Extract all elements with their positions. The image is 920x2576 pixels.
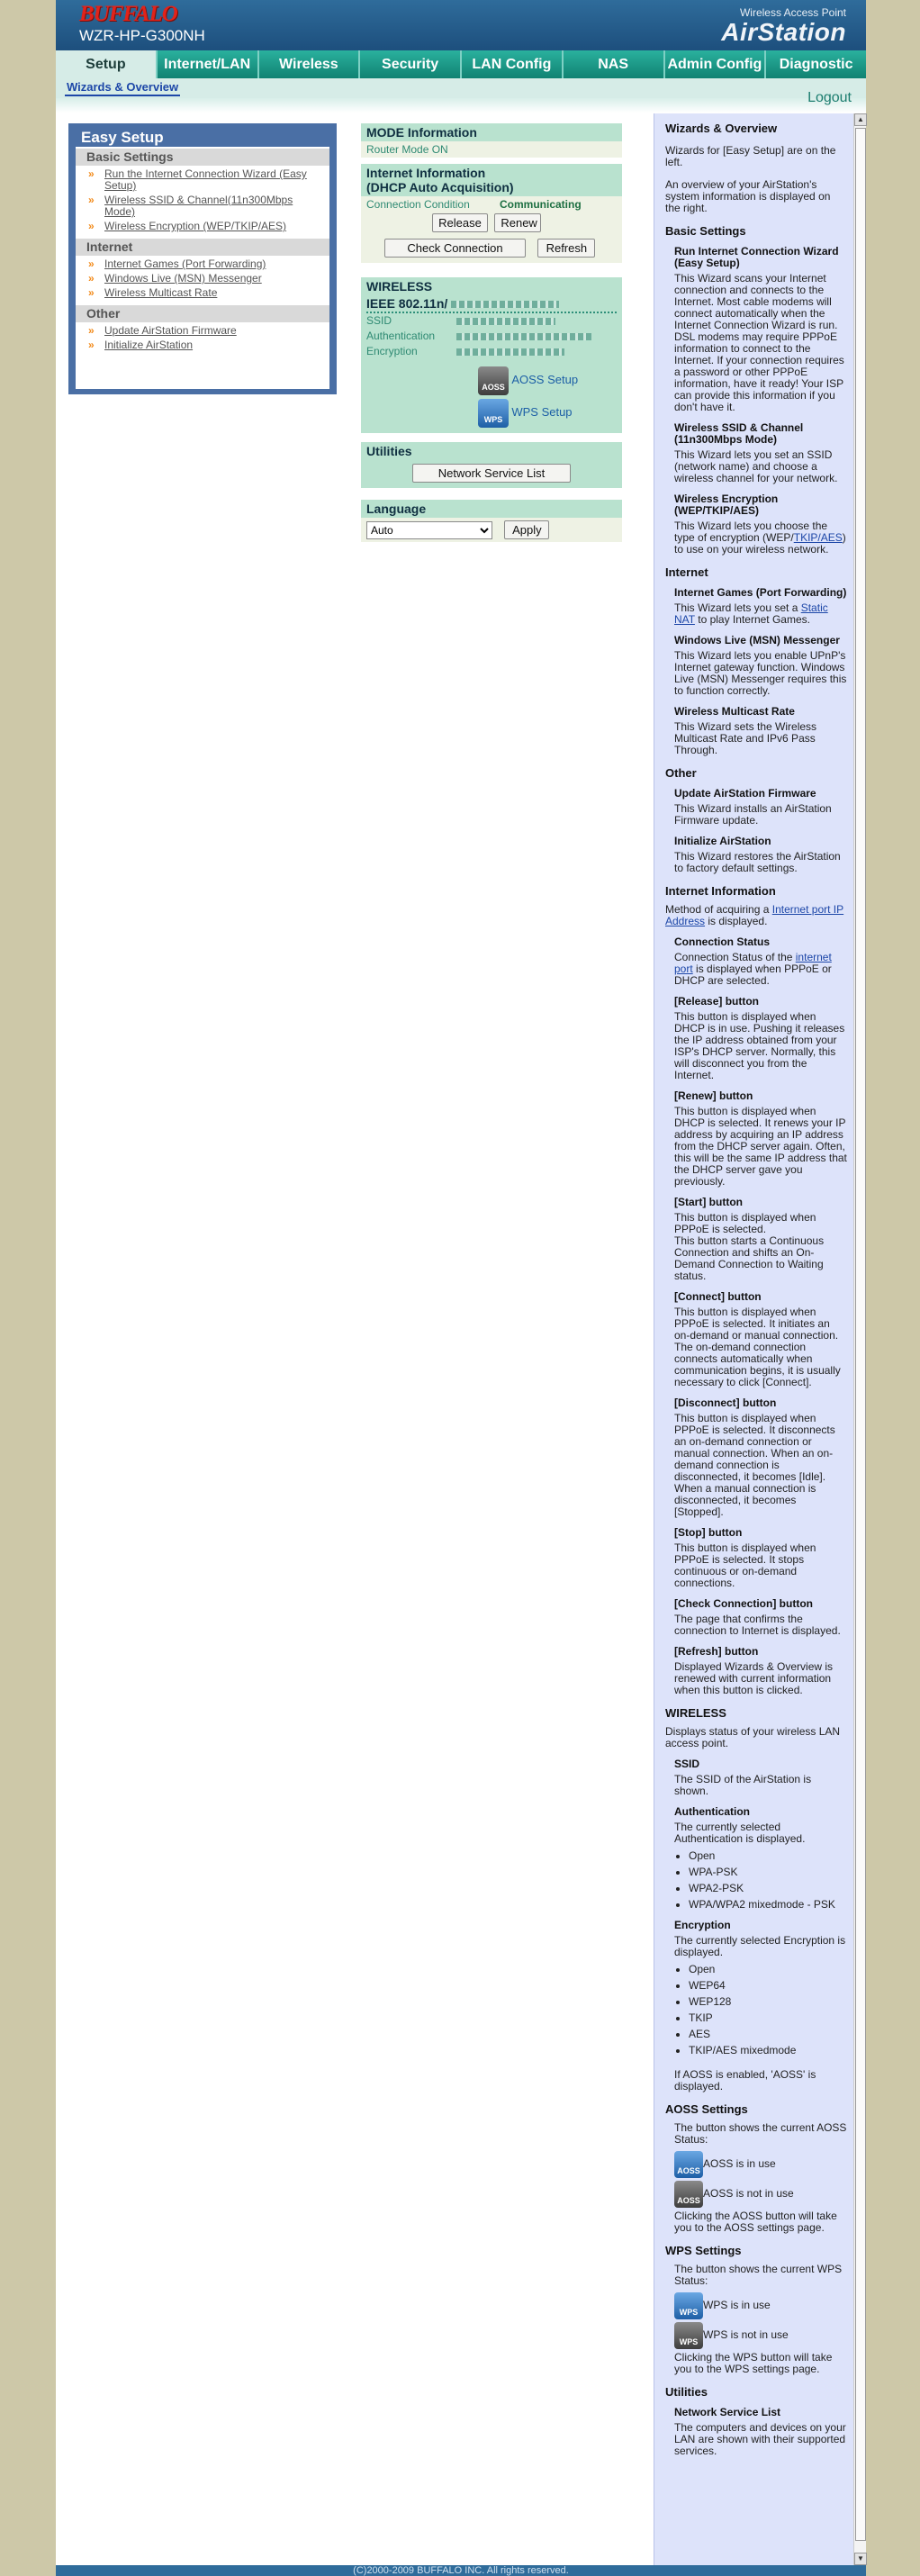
help-subtitle: Windows Live (MSN) Messenger xyxy=(674,634,840,646)
list-item: • AES xyxy=(689,2029,848,2040)
aoss-not-in-use-row xyxy=(674,2181,848,2208)
aoss-setup-link[interactable]: AOSS Setup xyxy=(511,373,579,387)
help-text: This Wizard lets you set an SSID (network name) and choose a wireless channel for your network. xyxy=(674,448,838,484)
network-service-list-button[interactable]: Network Service List xyxy=(412,464,571,483)
list-item: • WPA2-PSK xyxy=(689,1883,848,1894)
help-text-cs xyxy=(674,952,848,987)
help-text: Displays status of your wireless LAN access point. xyxy=(665,1725,841,1749)
list-item: • Open xyxy=(689,1964,848,1975)
double-arrow-icon: » xyxy=(88,324,95,337)
help-subtitle: Wireless SSID & Channel (11n300Mbps Mode) xyxy=(674,421,804,446)
help-link-internet-port-ip[interactable]: Internet port IP Address xyxy=(665,903,844,927)
logout-bar xyxy=(56,98,866,113)
double-arrow-icon: » xyxy=(88,272,95,285)
link-wireless-encryption[interactable]: Wireless Encryption (WEP/TKIP/AES) xyxy=(104,220,287,232)
subnav-wizards-overview[interactable]: Wizards & Overview xyxy=(65,80,180,96)
help-text: This Wizard installs an AirStation Firmware update. xyxy=(674,802,832,827)
wps-not-in-use-row xyxy=(674,2322,848,2349)
double-arrow-icon: » xyxy=(88,286,95,299)
utilities-body xyxy=(361,460,622,488)
masked-enc xyxy=(456,348,564,356)
list-item xyxy=(76,325,329,339)
link-internet-wizard[interactable]: Run the Internet Connection Wizard (Easy Setup) xyxy=(104,167,307,192)
enc-row xyxy=(366,344,617,359)
list-item xyxy=(76,339,329,354)
aoss-in-use-row xyxy=(674,2151,848,2178)
tab-wireless-config[interactable]: Wireless xyxy=(259,50,361,78)
help-text: If AOSS is enabled, 'AOSS' is displayed. xyxy=(674,2068,816,2092)
link-wireless-ssid[interactable]: Wireless SSID & Channel(11n300Mbps Mode) xyxy=(104,194,293,218)
help-subtitle: Network Service List xyxy=(674,2406,781,2418)
help-text: Wizards for [Easy Setup] are on the left. xyxy=(665,144,836,168)
page-frame xyxy=(56,0,866,2576)
help-text: AOSS is in use xyxy=(703,2157,776,2171)
help-text-enc xyxy=(674,520,848,556)
help-link-static-nat[interactable]: Static NAT xyxy=(674,601,828,626)
mode-panel xyxy=(361,123,622,158)
help-text: ) to use on your wireless network. xyxy=(674,531,846,556)
link-initialize[interactable]: Initialize AirStation xyxy=(104,339,194,351)
double-arrow-icon: » xyxy=(88,220,95,232)
wireless-body xyxy=(361,295,622,433)
help-section: Internet Information xyxy=(665,884,776,898)
internet-title xyxy=(361,164,622,196)
help-text: This Wizard scans your Internet connection and connects to the Internet. Most cable modems will connect automatically when the Internet Connection Wizard is run. DSL modems may require PPPoE information to connect to the Internet. If your connection requires a password or other PPPoE information, have it ready! Your ISP can provide this information if you don't have it. xyxy=(674,272,844,413)
help-text: The currently selected Encryption is displayed. xyxy=(674,1934,846,1958)
aoss-off-icon: AOSS xyxy=(674,2181,703,2208)
help-subtitle: Run Internet Connection Wizard (Easy Setup) xyxy=(674,245,839,269)
help-text: Connection Status of the xyxy=(674,951,796,963)
mode-value: Router Mode ON xyxy=(361,141,622,158)
help-subtitle: Wireless Encryption (WEP/TKIP/AES) xyxy=(674,493,779,517)
utilities-panel xyxy=(361,442,622,488)
help-text: is displayed. xyxy=(705,915,768,927)
list-item xyxy=(76,194,329,221)
model-name: WZR-HP-G300NH xyxy=(79,27,205,44)
help-link-tkip-aes[interactable]: TKIP/AES xyxy=(793,531,843,544)
scroll-down-icon[interactable]: ▼ xyxy=(854,2553,867,2565)
wireless-standard-row xyxy=(366,295,617,313)
help-text-ii xyxy=(665,904,848,927)
wireless-panel xyxy=(361,277,622,433)
double-arrow-icon: » xyxy=(88,194,95,206)
help-text: WPS is not in use xyxy=(703,2328,789,2342)
help-title: Wizards & Overview xyxy=(665,122,778,135)
internet-title-line1: Internet Information xyxy=(366,166,486,180)
enc-label: Encryption xyxy=(366,345,418,357)
double-arrow-icon: » xyxy=(88,167,95,180)
help-section: Utilities xyxy=(665,2385,708,2399)
list-item xyxy=(76,221,329,235)
list-item xyxy=(76,287,329,302)
internet-panel xyxy=(361,164,622,263)
tab-diagnostic[interactable]: Diagnostic xyxy=(766,50,866,78)
wps-icon[interactable]: WPS xyxy=(478,399,509,428)
scroll-thumb[interactable] xyxy=(855,128,866,2541)
help-panel xyxy=(654,113,853,2565)
ssid-row xyxy=(366,313,617,329)
help-text: This Wizard sets the Wireless Multicast Rate and IPv6 Pass Through. xyxy=(674,720,817,756)
tab-admin-config[interactable]: Admin Config xyxy=(665,50,767,78)
link-update-firmware[interactable]: Update AirStation Firmware xyxy=(104,324,237,337)
utilities-title: Utilities xyxy=(361,442,622,460)
help-subtitle: [Check Connection] button xyxy=(674,1597,813,1610)
help-text: Method of acquiring a xyxy=(665,903,772,916)
help-text: This button is displayed when PPPoE is selected. It stops continuous or on-demand connections. xyxy=(674,1541,816,1589)
help-subtitle: Authentication xyxy=(674,1805,750,1818)
help-section: WPS Settings xyxy=(665,2244,742,2257)
masked-ssid xyxy=(456,318,555,325)
help-section: Basic Settings xyxy=(665,224,746,238)
tab-internet-lan[interactable]: Internet/LAN xyxy=(158,50,259,78)
help-subtitle: [Refresh] button xyxy=(674,1645,759,1658)
help-subtitle: [Disconnect] button xyxy=(674,1396,777,1409)
section-basic-settings: Basic Settings xyxy=(76,149,329,166)
help-subtitle: [Stop] button xyxy=(674,1526,743,1539)
help-text: This Wizard lets you set a xyxy=(674,601,801,614)
masked-value xyxy=(451,301,559,308)
help-section: Other xyxy=(665,766,697,780)
auth-label: Authentication xyxy=(366,330,436,342)
list-item xyxy=(76,258,329,273)
main-nav xyxy=(56,50,866,78)
list-item: • WPA/WPA2 mixedmode - PSK xyxy=(689,1899,848,1911)
wireless-title: WIRELESS xyxy=(361,277,622,295)
help-text: to play Internet Games. xyxy=(694,613,810,626)
help-subtitle: Encryption xyxy=(674,1919,731,1931)
aoss-icon[interactable]: AOSS xyxy=(478,366,509,395)
logout-link[interactable]: Logout xyxy=(807,90,852,105)
ssid-label: SSID xyxy=(366,314,392,327)
help-text: This button is displayed when PPPoE is selected. It initiates an on-demand or manual connection. The on-demand connection connects automatically when communication begins, it is usually necessary to click [Connect]. xyxy=(674,1306,841,1388)
help-text: This button is displayed when DHCP is selected. It renews your IP address by acquiring an IP address from the DHCP server again. Often, this will be the same IP address that the DHCP server gave you previously. xyxy=(674,1105,847,1188)
help-text: Clicking the WPS button will take you to the WPS settings page. xyxy=(674,2351,833,2375)
tab-nas[interactable]: NAS xyxy=(564,50,665,78)
help-subtitle: Connection Status xyxy=(674,935,771,948)
help-text: An overview of your AirStation's system information is displayed on the right. xyxy=(665,178,831,214)
auth-row xyxy=(366,329,617,344)
help-scrollbar[interactable] xyxy=(853,113,866,2565)
help-subtitle: SSID xyxy=(674,1758,700,1770)
help-subtitle: Wireless Multicast Rate xyxy=(674,705,795,718)
aoss-row[interactable] xyxy=(478,366,617,395)
mode-title: MODE Information xyxy=(361,123,622,141)
aoss-on-icon: AOSS xyxy=(674,2151,703,2178)
internet-title-line2: (DHCP Auto Acquisition) xyxy=(366,180,514,194)
help-subtitle: [Renew] button xyxy=(674,1089,753,1102)
wireless-info xyxy=(366,313,617,359)
help-subtitle: Initialize AirStation xyxy=(674,835,771,847)
subnav xyxy=(56,78,866,98)
wps-off-icon: WPS xyxy=(674,2322,703,2349)
help-subtitle: [Release] button xyxy=(674,995,760,1008)
product-name: AirStation xyxy=(721,18,846,46)
easy-setup-panel xyxy=(68,123,337,394)
help-text: The SSID of the AirStation is shown. xyxy=(674,1773,812,1797)
help-text: This button is displayed when PPPoE is selected. xyxy=(674,1211,816,1235)
help-subtitle: Internet Games (Port Forwarding) xyxy=(674,586,847,599)
help-text: The computers and devices on your LAN are shown with their supported services. xyxy=(674,2421,846,2457)
renew-button[interactable]: Renew xyxy=(494,213,541,232)
help-text: This Wizard lets you enable UPnP's Internet gateway function. Windows Live (MSN) Messenger requires this to function correctly. xyxy=(674,649,847,697)
list-item: • TKIP xyxy=(689,2012,848,2024)
easy-setup-list xyxy=(76,147,329,389)
wps-setup-link[interactable]: WPS Setup xyxy=(511,405,573,420)
help-link-internet-port[interactable]: internet port xyxy=(674,951,832,975)
masked-auth xyxy=(456,333,591,340)
link-msn-messenger[interactable]: Windows Live (MSN) Messenger xyxy=(104,272,262,285)
release-button[interactable]: Release xyxy=(432,213,488,232)
link-internet-games[interactable]: Internet Games (Port Forwarding) xyxy=(104,258,266,270)
list-item: • TKIP/AES mixedmode xyxy=(689,2045,848,2056)
tab-security[interactable]: Security xyxy=(360,50,462,78)
help-text: This button starts a Continuous Connection and shifts an On-Demand Connection to Waiting status. xyxy=(674,1234,825,1282)
help-section: AOSS Settings xyxy=(665,2102,748,2116)
language-title: Language xyxy=(361,500,622,518)
section-other: Other xyxy=(76,305,329,322)
enc-list xyxy=(674,1964,848,2056)
wps-in-use-row xyxy=(674,2292,848,2319)
link-multicast-rate[interactable]: Wireless Multicast Rate xyxy=(104,286,218,299)
list-item: • Open xyxy=(689,1850,848,1862)
help-section: WIRELESS xyxy=(665,1706,726,1720)
help-text: The button shows the current WPS Status: xyxy=(674,2263,843,2287)
apply-button[interactable]: Apply xyxy=(504,520,549,539)
brand-logo: BUFFALO xyxy=(79,2,177,26)
footer: (C)2000-2009 BUFFALO INC. All rights reserved. xyxy=(56,2565,866,2576)
help-text: The page that confirms the connection to Internet is displayed. xyxy=(674,1613,841,1637)
help-section: Internet xyxy=(665,565,708,579)
help-text: WPS is in use xyxy=(703,2299,771,2312)
internet-body xyxy=(361,196,622,263)
section-internet: Internet xyxy=(76,239,329,256)
connection-condition-value: Communicating xyxy=(500,198,582,211)
help-text: The currently selected Authentication is displayed. xyxy=(674,1821,806,1845)
check-connection-button[interactable]: Check Connection xyxy=(384,239,526,258)
help-text: This Wizard lets you choose the type of encryption (WEP/ xyxy=(674,520,828,544)
help-text: This button is displayed when DHCP is in use. Pushing it releases the IP address obtained from your ISP's DHCP server. Normally, this will disconnect you from the Internet. xyxy=(674,1010,845,1081)
auth-list xyxy=(674,1850,848,1911)
list-item: • WEP64 xyxy=(689,1980,848,1992)
wps-row[interactable] xyxy=(478,399,617,428)
header xyxy=(56,0,866,50)
wireless-standard: IEEE 802.11n/ xyxy=(366,296,448,311)
language-select[interactable] xyxy=(366,521,492,539)
double-arrow-icon: » xyxy=(88,339,95,351)
language-body xyxy=(361,518,622,542)
refresh-button[interactable]: Refresh xyxy=(537,239,595,258)
help-subtitle: [Connect] button xyxy=(674,1290,762,1303)
help-text: This button is displayed when PPPoE is selected. It disconnects an on-demand connection or manual connection. When an on-demand connection is disconnected, it becomes [Idle]. When a manual connection is disconnected, it becomes [Stopped]. xyxy=(674,1412,835,1518)
easy-setup-title: Easy Setup xyxy=(81,129,164,146)
help-text: Clicking the AOSS button will take you to the AOSS settings page. xyxy=(674,2210,837,2234)
language-panel xyxy=(361,500,622,542)
wps-on-icon: WPS xyxy=(674,2292,703,2319)
list-item xyxy=(76,168,329,194)
scroll-up-icon[interactable]: ▲ xyxy=(854,113,867,126)
help-text: Displayed Wizards & Overview is renewed with current information when this button is clicked. xyxy=(674,1660,834,1696)
double-arrow-icon: » xyxy=(88,258,95,270)
list-item xyxy=(76,273,329,287)
help-text: This Wizard restores the AirStation to factory default settings. xyxy=(674,850,841,874)
help-text: AOSS is not in use xyxy=(703,2187,794,2201)
list-item: • WPA-PSK xyxy=(689,1866,848,1878)
help-text: The button shows the current AOSS Status: xyxy=(674,2121,847,2146)
tab-lan-config[interactable]: LAN Config xyxy=(462,50,564,78)
help-subtitle: Update AirStation Firmware xyxy=(674,787,816,800)
connection-condition-label: Connection Condition xyxy=(366,198,470,211)
tab-setup[interactable]: Setup xyxy=(56,50,158,78)
product-subtitle: Wireless Access Point xyxy=(739,6,846,19)
help-subtitle: [Start] button xyxy=(674,1196,743,1208)
help-text: is displayed when PPPoE or DHCP are selected. xyxy=(674,963,832,987)
list-item: • WEP128 xyxy=(689,1996,848,2008)
help-text-games xyxy=(674,602,848,626)
